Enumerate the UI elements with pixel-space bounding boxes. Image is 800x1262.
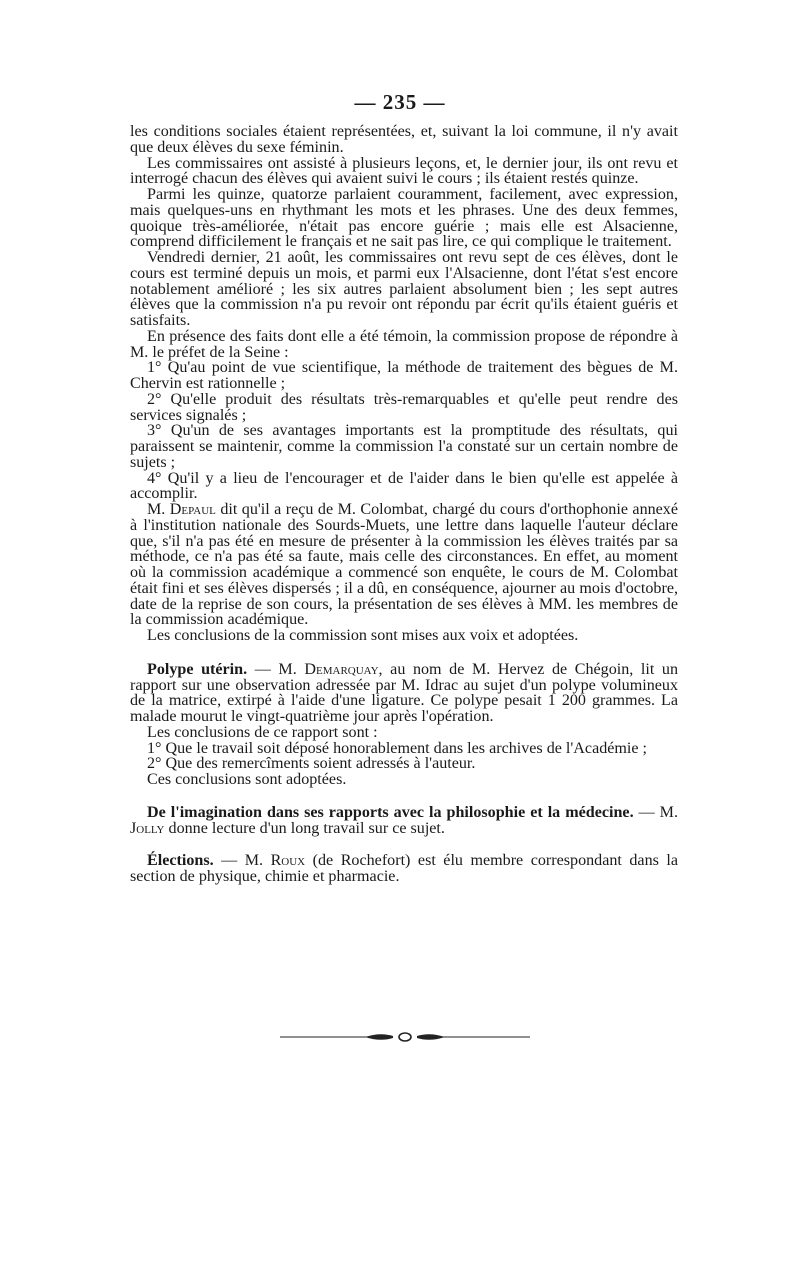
paragraph: Ces conclusions sont adoptées. xyxy=(147,771,347,788)
elections-section: Élections. — M. Roux (de Rochefort) est élu membre correspondant dans la section de physique, chimie et pharmacie. xyxy=(130,852,678,885)
page-number: — 235 — xyxy=(354,90,446,114)
list-item: 1° Qu'au point de vue scientifique, la méthode de traitement des bègues de M. Chervin est rationnelle ; xyxy=(130,359,678,392)
speaker-name: Roux xyxy=(270,852,306,870)
list-item: 2° Que des remercîments soient adressés à l'auteur. xyxy=(147,755,476,773)
ornament-divider xyxy=(280,1030,530,1044)
paragraph: En présence des faits dont elle a été témoin, la commission propose de répondre à M. le préfet de la Seine : xyxy=(130,327,678,361)
imagination-section: De l'imagination dans ses rapports avec la philosophie et la médecine. — M. Jolly donne lecture d'un long travail sur ce sujet. xyxy=(130,803,678,837)
body-text xyxy=(130,124,678,885)
speaker-name: Jolly xyxy=(130,819,165,837)
depaul-paragraph: M. Depaul dit qu'il a reçu de M. Colombat, chargé du cours d'orthophonie annexé à l'institution nationale des Sourds-Muets, une lettre dans laquelle l'auteur déclare que, s'il n'a pas été en mesure de présenter à la commission les élèves traités par sa méthode, ce n'a pas été sa faute, mais celle des circonstances. En effet, au moment où la commission académique a commencé son enquête, le cours de M. Colombat était fini et ses élèves dispersés ; il a dû, en conséquence, ajourner au mois d'octobre, date de la reprise de son cours, la présentation de ses élèves à MM. les membres de la commission académique. xyxy=(130,501,678,629)
list-item: 3° Qu'un de ses avantages importants est la promptitude des résultats, qui paraissent se maintenir, comme la commission l'a constaté sur un certain nombre de sujets ; xyxy=(130,422,678,471)
paragraph: Les commissaires ont assisté à plusieurs leçons, et, le dernier jour, ils ont revu et interrogé chacun des élèves qui avaient suivi le cours ; ils étaient restés quinze. xyxy=(130,154,678,188)
list-item: 1° Que le travail soit déposé honorablement dans les archives de l'Académie ; xyxy=(147,739,648,757)
paragraph: Les conclusions de ce rapport sont : xyxy=(147,723,378,741)
list-item: 4° Qu'il y a lieu de l'encourager et de l'aider dans le bien qu'elle est appelée à accomplir. xyxy=(130,469,678,503)
speaker-name: Demarquay xyxy=(304,660,379,678)
list-item: 2° Qu'elle produit des résultats très-remarquables et qu'elle peut rendre des services signalés ; xyxy=(130,390,678,424)
section-heading: Polype utérin. xyxy=(147,660,248,678)
speaker-name: Depaul xyxy=(169,501,216,518)
section-heading: De l'imagination dans ses rapports avec la philosophie et la médecine. xyxy=(147,803,634,821)
paragraph: Vendredi dernier, 21 août, les commissaires ont revu sept de ces élèves, dont le cours est terminé depuis un mois, et parmi eux l'Alsacienne, dont l'état s'est encore notablement amélioré ; les six autres parlaient absolument bien ; les sept autres élèves que la commission n'a pu revoir ont répondu par écrit qu'ils étaient guéris et satisfaits. xyxy=(130,249,678,329)
paragraph: Les conclusions de la commission sont mises aux voix et adoptées. xyxy=(147,627,579,644)
section-heading: Élections. xyxy=(147,852,214,870)
paragraph: les conditions sociales étaient représentées, et, suivant la loi commune, il n'y avait que deux élèves du sexe féminin. xyxy=(130,123,678,156)
paragraph: Parmi les quinze, quatorze parlaient couramment, facilement, avec expression, mais quelques-uns en rhythmant les mots et les phrases. Une des deux femmes, quoique très-améliorée, n'était pas encore guérie ; mais elle est Alsacienne, comprend difficilement le français et ne sait pas lire, ce qui complique le traitement. xyxy=(130,186,678,251)
polype-section: Polype utérin. — M. Demarquay, au nom de M. Hervez de Chégoin, lit un rapport sur une observation adressée par M. Idrac au sujet d'un polype volumineux de la matrice, extirpé à l'aide d'une ligature. Ce polype pesait 1 200 grammes. La malade mourut le vingt-quatrième jour après l'opération. xyxy=(130,660,679,725)
